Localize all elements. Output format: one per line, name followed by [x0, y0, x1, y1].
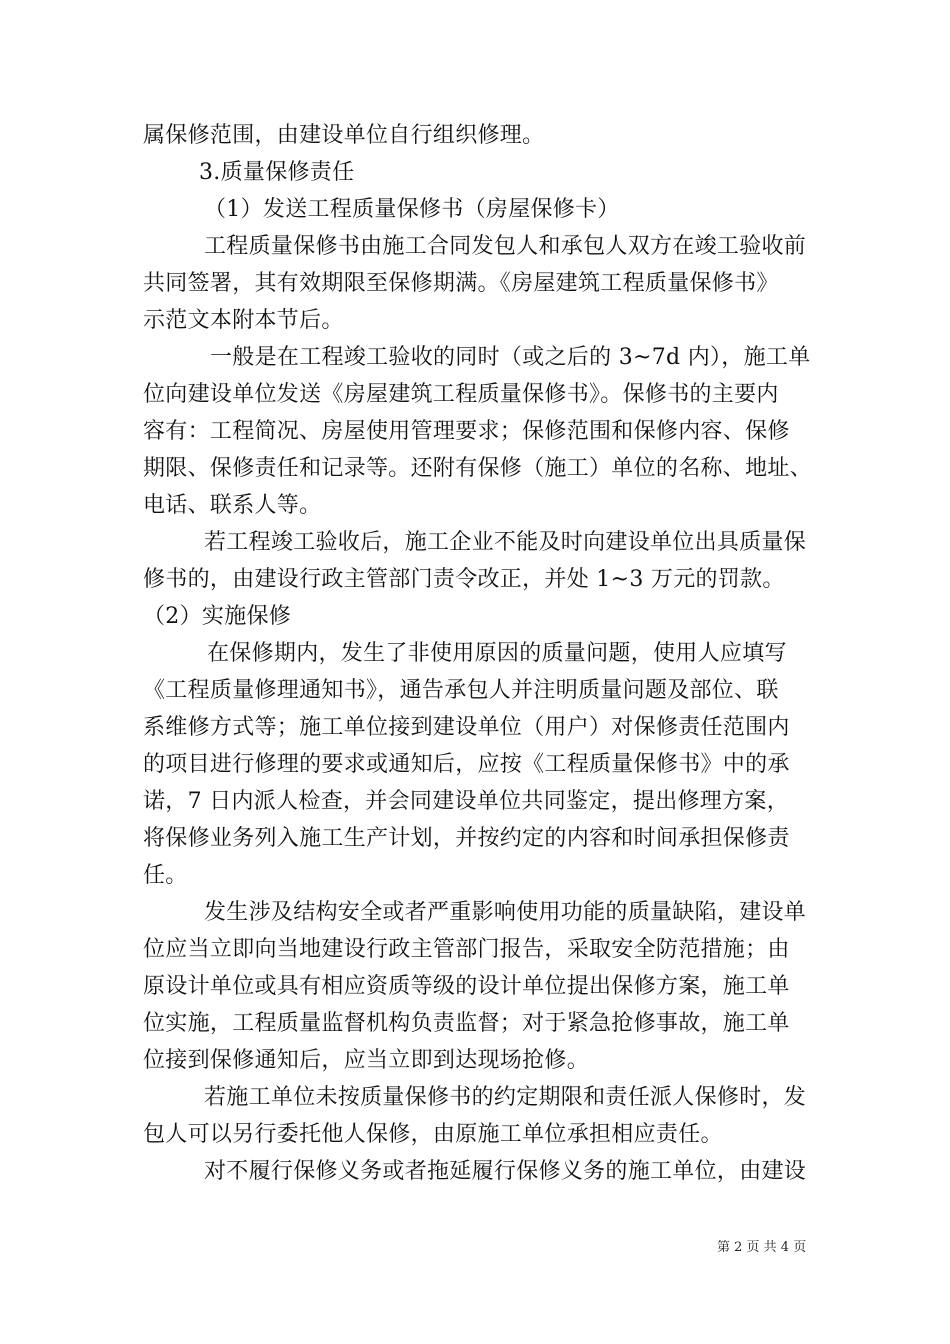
text-line: 位实施，工程质量监督机构负责监督；对于紧急抢修事故，施工单 [143, 1011, 790, 1036]
subsection-heading: （1）发送工程质量保修书（房屋保修卡） [204, 197, 620, 222]
text-line: 共同签署，其有效期限至保修期满。《房屋建筑工程质量保修书》 [143, 271, 779, 296]
text-line: 系维修方式等；施工单位接到建设单位（用户）对保修责任范围内 [143, 715, 790, 740]
text-line: 容有：工程简况、房屋使用管理要求；保修范围和保修内容、保修 [143, 419, 790, 444]
text-line: 期限、保修责任和记录等。还附有保修（施工）单位的名称、地址、 [143, 456, 813, 481]
text-line: 《工程质量修理通知书》，通告承包人并注明质量问题及部位、联 [143, 678, 779, 703]
text-line: 在保修期内，发生了非使用原因的质量问题，使用人应填写 [207, 641, 787, 666]
text-line: 一般是在工程竣工验收的同时（或之后的 3~7d 内），施工单 [210, 345, 811, 370]
text-line: 若施工单位未按质量保修书的约定期限和责任派人保修时，发 [204, 1085, 807, 1110]
text-line: 发生涉及结构安全或者严重影响使用功能的质量缺陷，建设单 [204, 900, 807, 925]
text-line: 的项目进行修理的要求或通知后，应按《工程质量保修书》中的承 [143, 752, 790, 777]
text-line: 诺，7 日内派人检查，并会同建设单位共同鉴定，提出修理方案， [143, 789, 789, 814]
text-line: 任。 [143, 863, 188, 888]
text-line: 修书的，由建设行政主管部门责令改正，并处 1~3 万元的罚款。 [143, 567, 785, 592]
text-line: 包人可以另行委托他人保修，由原施工单位承担相应责任。 [143, 1122, 723, 1147]
subsection-heading: （2）实施保修 [143, 604, 292, 629]
text-line: 若工程竣工验收后，施工企业不能及时向建设单位出具质量保 [204, 530, 807, 555]
page-number-footer: 第 2 页 共 4 页 [717, 1240, 807, 1255]
text-line: 位向建设单位发送《房屋建筑工程质量保修书》。保修书的主要内 [143, 382, 779, 407]
text-line: 电话、联系人等。 [143, 493, 322, 518]
text-line: 属保修范围，由建设单位自行组织修理。 [143, 123, 545, 148]
text-line: 示范文本附本节后。 [143, 308, 344, 333]
text-line: 位接到保修通知后，应当立即到达现场抢修。 [143, 1048, 590, 1073]
text-line: 工程质量保修书由施工合同发包人和承包人双方在竣工验收前 [204, 234, 807, 259]
section-heading: 3.质量保修责任 [199, 160, 355, 185]
text-line: 原设计单位或具有相应资质等级的设计单位提出保修方案，施工单 [143, 974, 790, 999]
text-line: 对不履行保修义务或者拖延履行保修义务的施工单位，由建设 [204, 1159, 807, 1184]
text-line: 位应当立即向当地建设行政主管部门报告，采取安全防范措施；由 [143, 937, 790, 962]
text-line: 将保修业务列入施工生产计划，并按约定的内容和时间承担保修责 [143, 826, 790, 851]
